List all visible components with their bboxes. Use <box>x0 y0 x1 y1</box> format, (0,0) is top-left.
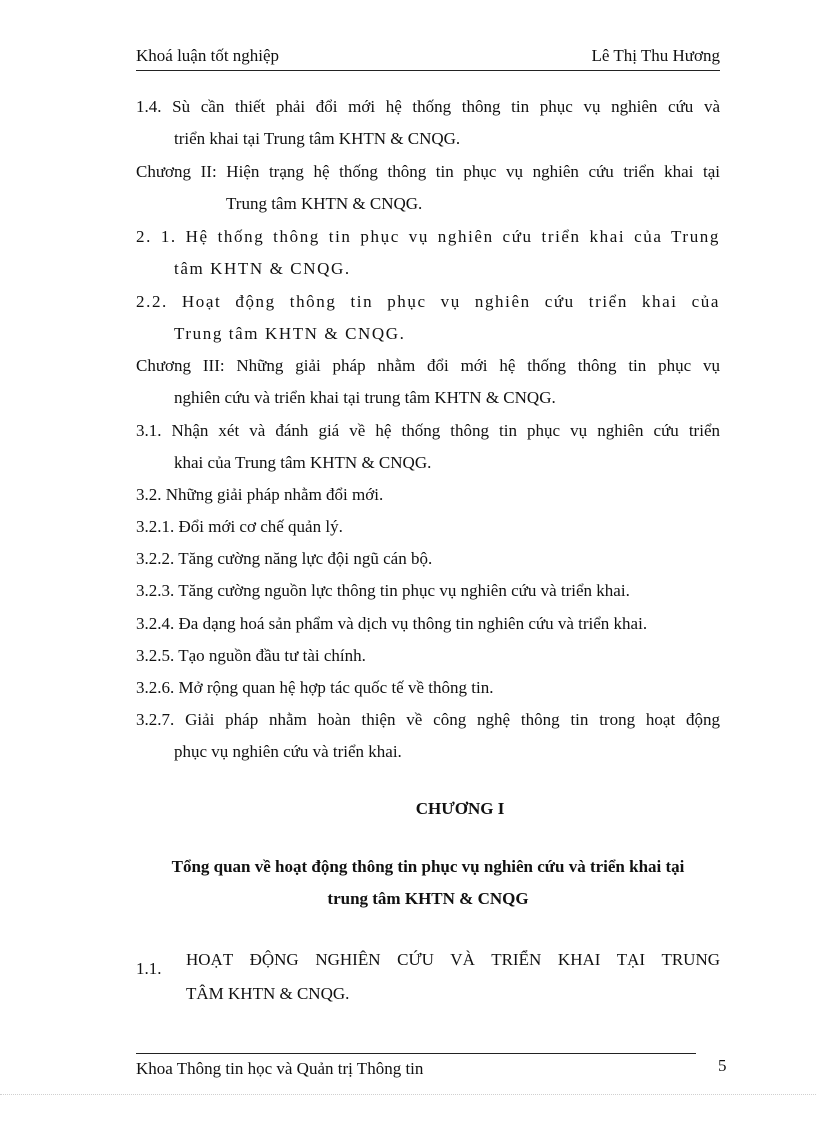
section-heading-cont: TÂM KHTN & CNQG. <box>186 984 350 1003</box>
toc-item-3-1: 3.1. Nhận xét và đánh giá về hệ thống thông tin phục vụ nghiên cứu triển <box>136 421 720 440</box>
page-header <box>136 44 720 71</box>
toc-item-2-1-cont: tâm KHTN & CNQG. <box>174 259 351 278</box>
toc-item-2-1: 2. 1. Hệ thống thông tin phục vụ nghiên cứu triển khai của Trung <box>136 227 720 246</box>
header-title: Khoá luận tốt nghiệp <box>136 46 280 65</box>
toc-item-2-2: 2.2. Hoạt động thông tin phục vụ nghiên cứu triển khai của <box>136 292 720 311</box>
toc-item-3-2-2: 3.2.2. Tăng cường năng lực đội ngũ cán bộ. <box>136 549 433 568</box>
header-author: Lê Thị Thu Hương <box>591 46 720 65</box>
chapter-title-cont: trung tâm KHTN & CNQG <box>327 889 529 908</box>
toc-item-3-2-4: 3.2.4. Đa dạng hoá sản phẩm và dịch vụ thông tin nghiên cứu và triển khai. <box>136 614 648 633</box>
footer-divider <box>136 1053 696 1054</box>
toc-chapter-2: Chương II: Hiện trạng hệ thống thông tin phục vụ nghiên cứu triển khai tại <box>136 162 720 181</box>
toc-item-2-2-cont: Trung tâm KHTN & CNQG. <box>174 324 406 343</box>
toc-item-3-2-7: 3.2.7. Giải pháp nhằm hoàn thiện về công nghệ thông tin trong hoạt động <box>136 710 720 729</box>
toc-chapter-2-cont: Trung tâm KHTN & CNQG. <box>226 194 423 213</box>
section-number: 1.1. <box>136 959 162 978</box>
page-break-line <box>0 1094 816 1095</box>
toc-item-3-2-5: 3.2.5. Tạo nguồn đầu tư tài chính. <box>136 646 366 665</box>
toc-item-3-2-6: 3.2.6. Mở rộng quan hệ hợp tác quốc tế về thông tin. <box>136 678 494 697</box>
section-heading: HOẠT ĐỘNG NGHIÊN CỨU VÀ TRIỂN KHAI TẠI TRUNG <box>186 950 720 969</box>
toc-chapter-3-cont: nghiên cứu và triển khai tại trung tâm KHTN & CNQG. <box>174 388 556 407</box>
toc-item-3-1-cont: khai của Trung tâm KHTN & CNQG. <box>174 453 432 472</box>
toc-item-3-2-7-cont: phục vụ nghiên cứu và triển khai. <box>174 742 402 761</box>
toc-item-1-4: 1.4. Sù cần thiết phải đổi mới hệ thống thông tin phục vụ nghiên cứu và <box>136 97 720 116</box>
footer-department: Khoa Thông tin học và Quản trị Thông tin <box>136 1059 424 1078</box>
chapter-label: CHƯƠNG I <box>415 799 505 818</box>
toc-item-3-2-1: 3.2.1. Đổi mới cơ chế quản lý. <box>136 517 343 536</box>
chapter-title: Tổng quan về hoạt động thông tin phục vụ nghiên cứu và triển khai tại <box>171 857 685 876</box>
page-number: 5 <box>718 1056 727 1075</box>
toc-item-3-2: 3.2. Những giải pháp nhằm đổi mới. <box>136 485 384 504</box>
toc-item-1-4-cont: triển khai tại Trung tâm KHTN & CNQG. <box>174 129 461 148</box>
toc-chapter-3: Chương III: Những giải pháp nhằm đổi mới hệ thống thông tin phục vụ <box>136 356 720 375</box>
toc-item-3-2-3: 3.2.3. Tăng cường nguồn lực thông tin phục vụ nghiên cứu và triển khai. <box>136 581 630 600</box>
